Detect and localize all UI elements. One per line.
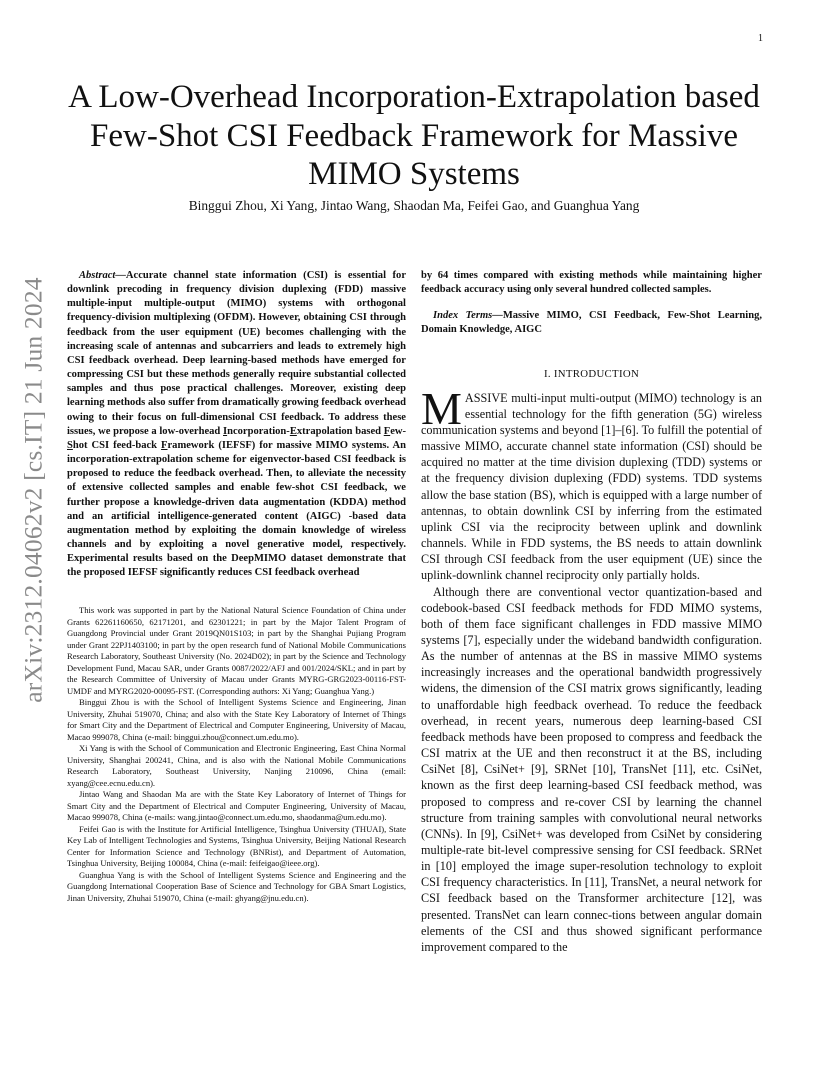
intro-paragraph: Although there are conventional vector quantization-based and codebook-based CSI feedback methods for FDD MIMO systems, both of them face significant challenges in FDD massive MIMO systems [7], especially under the wideband bandwidth configuration. As the number of antennas at the BS in massive MIMO systems increasingly increases and the operational bandwidth progressively widens, the dimension of the CSI matrix grows significantly, leading to unaffordable high feedback overhead. To reduce the feedback overhead, in recent years, numerous deep learning-based CSI feedback methods have been proposed to compress and feedback the CSI matrix at the UE and then reconstruct it at the BS, including CsiNet [8], CsiNet+ [9], SRNet [10], TransNet [11], etc. CsiNet, known as the first deep learning-based CSI feedback method, was proposed to compress and re-cover CSI by learning the channel structure from training samples with convolutional neural networks (CNNs). In [9], CsiNet+ was developed from CsiNet by considering multiple-rate bit-level compressive sensing for CSI feedback. SRNet in [10] employed the image super-resolution technology to exploit CSI frequency characteristics. In [11], TransNet, a neural network for CSI feedback based on the Transformer architecture [12], was presented. TransNet can learn connec-tions between angular domain elements of the CSI and thus showed significant performance improvement compared to the — [421, 584, 762, 954]
abstract-label: Abstract— — [79, 270, 126, 281]
index-terms: Index Terms—Massive MIMO, CSI Feedback, Few-Shot Learning, Domain Knowledge, AIGC — [421, 310, 763, 336]
drop-cap: M — [421, 382, 462, 434]
section-heading: I. INTRODUCTION — [543, 367, 640, 380]
arxiv-identifier-sidebar — [6, 277, 62, 703]
arxiv-identifier-text: arXiv:2312.04062v2 [cs.IT] 21 Jun 2024 — [19, 277, 48, 703]
index-terms-label: Index Terms— — [433, 310, 503, 322]
author-affiliation-footnote: Feifei Gao is with the Institute for Artificial Intelligence, Tsinghua University (THUAI), State Key Lab of Intelligent Technologies and Systems, Tsinghua University, Beijing National Research Center for Information Science and Technology (BNRist), and Department of Automation, Tsinghua University, Beijing 100084, China (e-mail: feifeigao@ieee.org). — [67, 823, 406, 869]
abstract: Abstract—Accurate channel state information (CSI) is essential for downlink precoding in frequency division duplexing (FDD) massive multiple-input multiple-output (MIMO) systems with orthogonal frequency-division multiplexing (OFDM). However, obtaining CSI through feedback from the user equipment (UE) becomes challenging with the increasing scale of antennas and subcarriers and leads to extremely high CSI feedback overhead. Deep learning-based methods have emerged for compressing CSI but these methods generally require substantial collected samples and thus pose practical challenges. Moreover, existing deep learning methods also suffer from dramatically growing feedback overhead owing to their focus on full-dimensional CSI feedback. To address these issues, we propose a low-overhead Incorporation-Extrapolation based Few-Shot CSI feed-back Framework (IEFSF) for massive MIMO systems. An incorporation-extrapolation scheme for eigenvector-based CSI feedback is proposed to reduce the feedback overhead. Then, to alleviate the necessity of extensive collected samples and enable few-shot CSI feedback, we further propose a knowledge-driven data augmentation (KDDA) method and an artificial intelligence-generated content (AIGC) -based data augmentation method by exploiting the domain knowledge of wireless channels and by exploiting a novel generative model, respectively. Experimental results based on the DeepMIMO dataset demonstrate that the proposed IEFSF significantly reduces CSI feedback overhead — [67, 270, 406, 579]
paper-title: A Low-Overhead Incorporation-Extrapolation based Few-Shot CSI Feedback Framework for Massive MIMO Systems — [68, 79, 760, 192]
author-affiliation-footnote: Xi Yang is with the School of Communication and Electronic Engineering, East China Normal University, Shanghai 200241, China, and is also with the National Mobile Communications Research Laboratory, Southeast University, Nanjing 210096, China (email: xyang@cee.ecnu.edu.cn). — [67, 743, 406, 788]
page-number: 1 — [758, 33, 763, 44]
right-column — [421, 269, 762, 955]
author-affiliation-footnote: Binggui Zhou is with the School of Intelligent Systems Science and Engineering, Jinan University, Zhuhai 519070, China; and also with the State Key Laboratory of Internet of Things for Smart City and the Department of Electrical and Computer Engineering, University of Macau, Macao 999078, China (e-mail: binggui.zhou@connect.um.edu.mo). — [67, 697, 406, 742]
funding-footnote: This work was supported in part by the National Natural Science Foundation of China under Grants 62261160650, 62171201, and 62301221; in part by the Major Talent Program of Guangdong Provincial under Grant 2019QN01S103; in part by the Shanghai Pujiang Program under Grant 22PJ1403100; in part by the open research fund of National Mobile Communications Research Laboratory, Southeast University (No. 2024D02); in part by the Science and Technology Development Fund, Macau SAR, under Grants 0087/2022/AFJ and 001/2024/SKL; and in part by the Research Committee of University of Macau under Grants MYRG-GRG2023-00116-FST-UMDF and MYRG2020-00095-FST. (Corresponding authors: Xi Yang; Guanghua Yang.) — [67, 605, 406, 696]
author-affiliation-footnote: Jintao Wang and Shaodan Ma are with the State Key Laboratory of Internet of Things for Smart City and the Department of Electrical and Computer Engineering, University of Macau, Macao 999078, China (e-mails: wang.jintao@connect.um.edu.mo, shaodanma@um.edu.mo). — [67, 789, 406, 823]
footnotes — [67, 605, 406, 904]
intro-paragraph: MASSIVE multi-input multi-output (MIMO) technology is an essential technology for the fifth generation (5G) wireless communication systems and beyond [1]–[6]. To fulfill the potential of massive MIMO, accurate channel state information (CSI) should be acquired no matter at the time division duplexing (TDD) systems or at the frequency division duplexing (FDD) systems. TDD systems allow the base station (BS), which is equipped with a large number of antennas, to obtain downlink CSI by inferring from the estimated uplink CSI via the reciprocity between uplink and downlink channels. While in FDD systems, the BS needs to attain downlink CSI through CSI feedback from the user equipment (UE) since the uplink-downlink channel reciprocity only partially holds. — [421, 382, 762, 583]
left-column — [67, 269, 406, 904]
author-affiliation-footnote: Guanghua Yang is with the School of Intelligent Systems Science and Engineering and the Guangdong International Cooperation Base of Science and Technology for GBA Smart Logistics, Jinan University, Zhuhai 519070, China (e-mail: ghyang@jnu.edu.cn). — [67, 869, 406, 903]
abstract-continuation: by 64 times compared with existing methods while maintaining higher feedback accuracy using only several hundred collected samples. — [421, 270, 762, 296]
author-list: Binggui Zhou, Xi Yang, Jintao Wang, Shaodan Ma, Feifei Gao, and Guanghua Yang — [188, 198, 640, 213]
